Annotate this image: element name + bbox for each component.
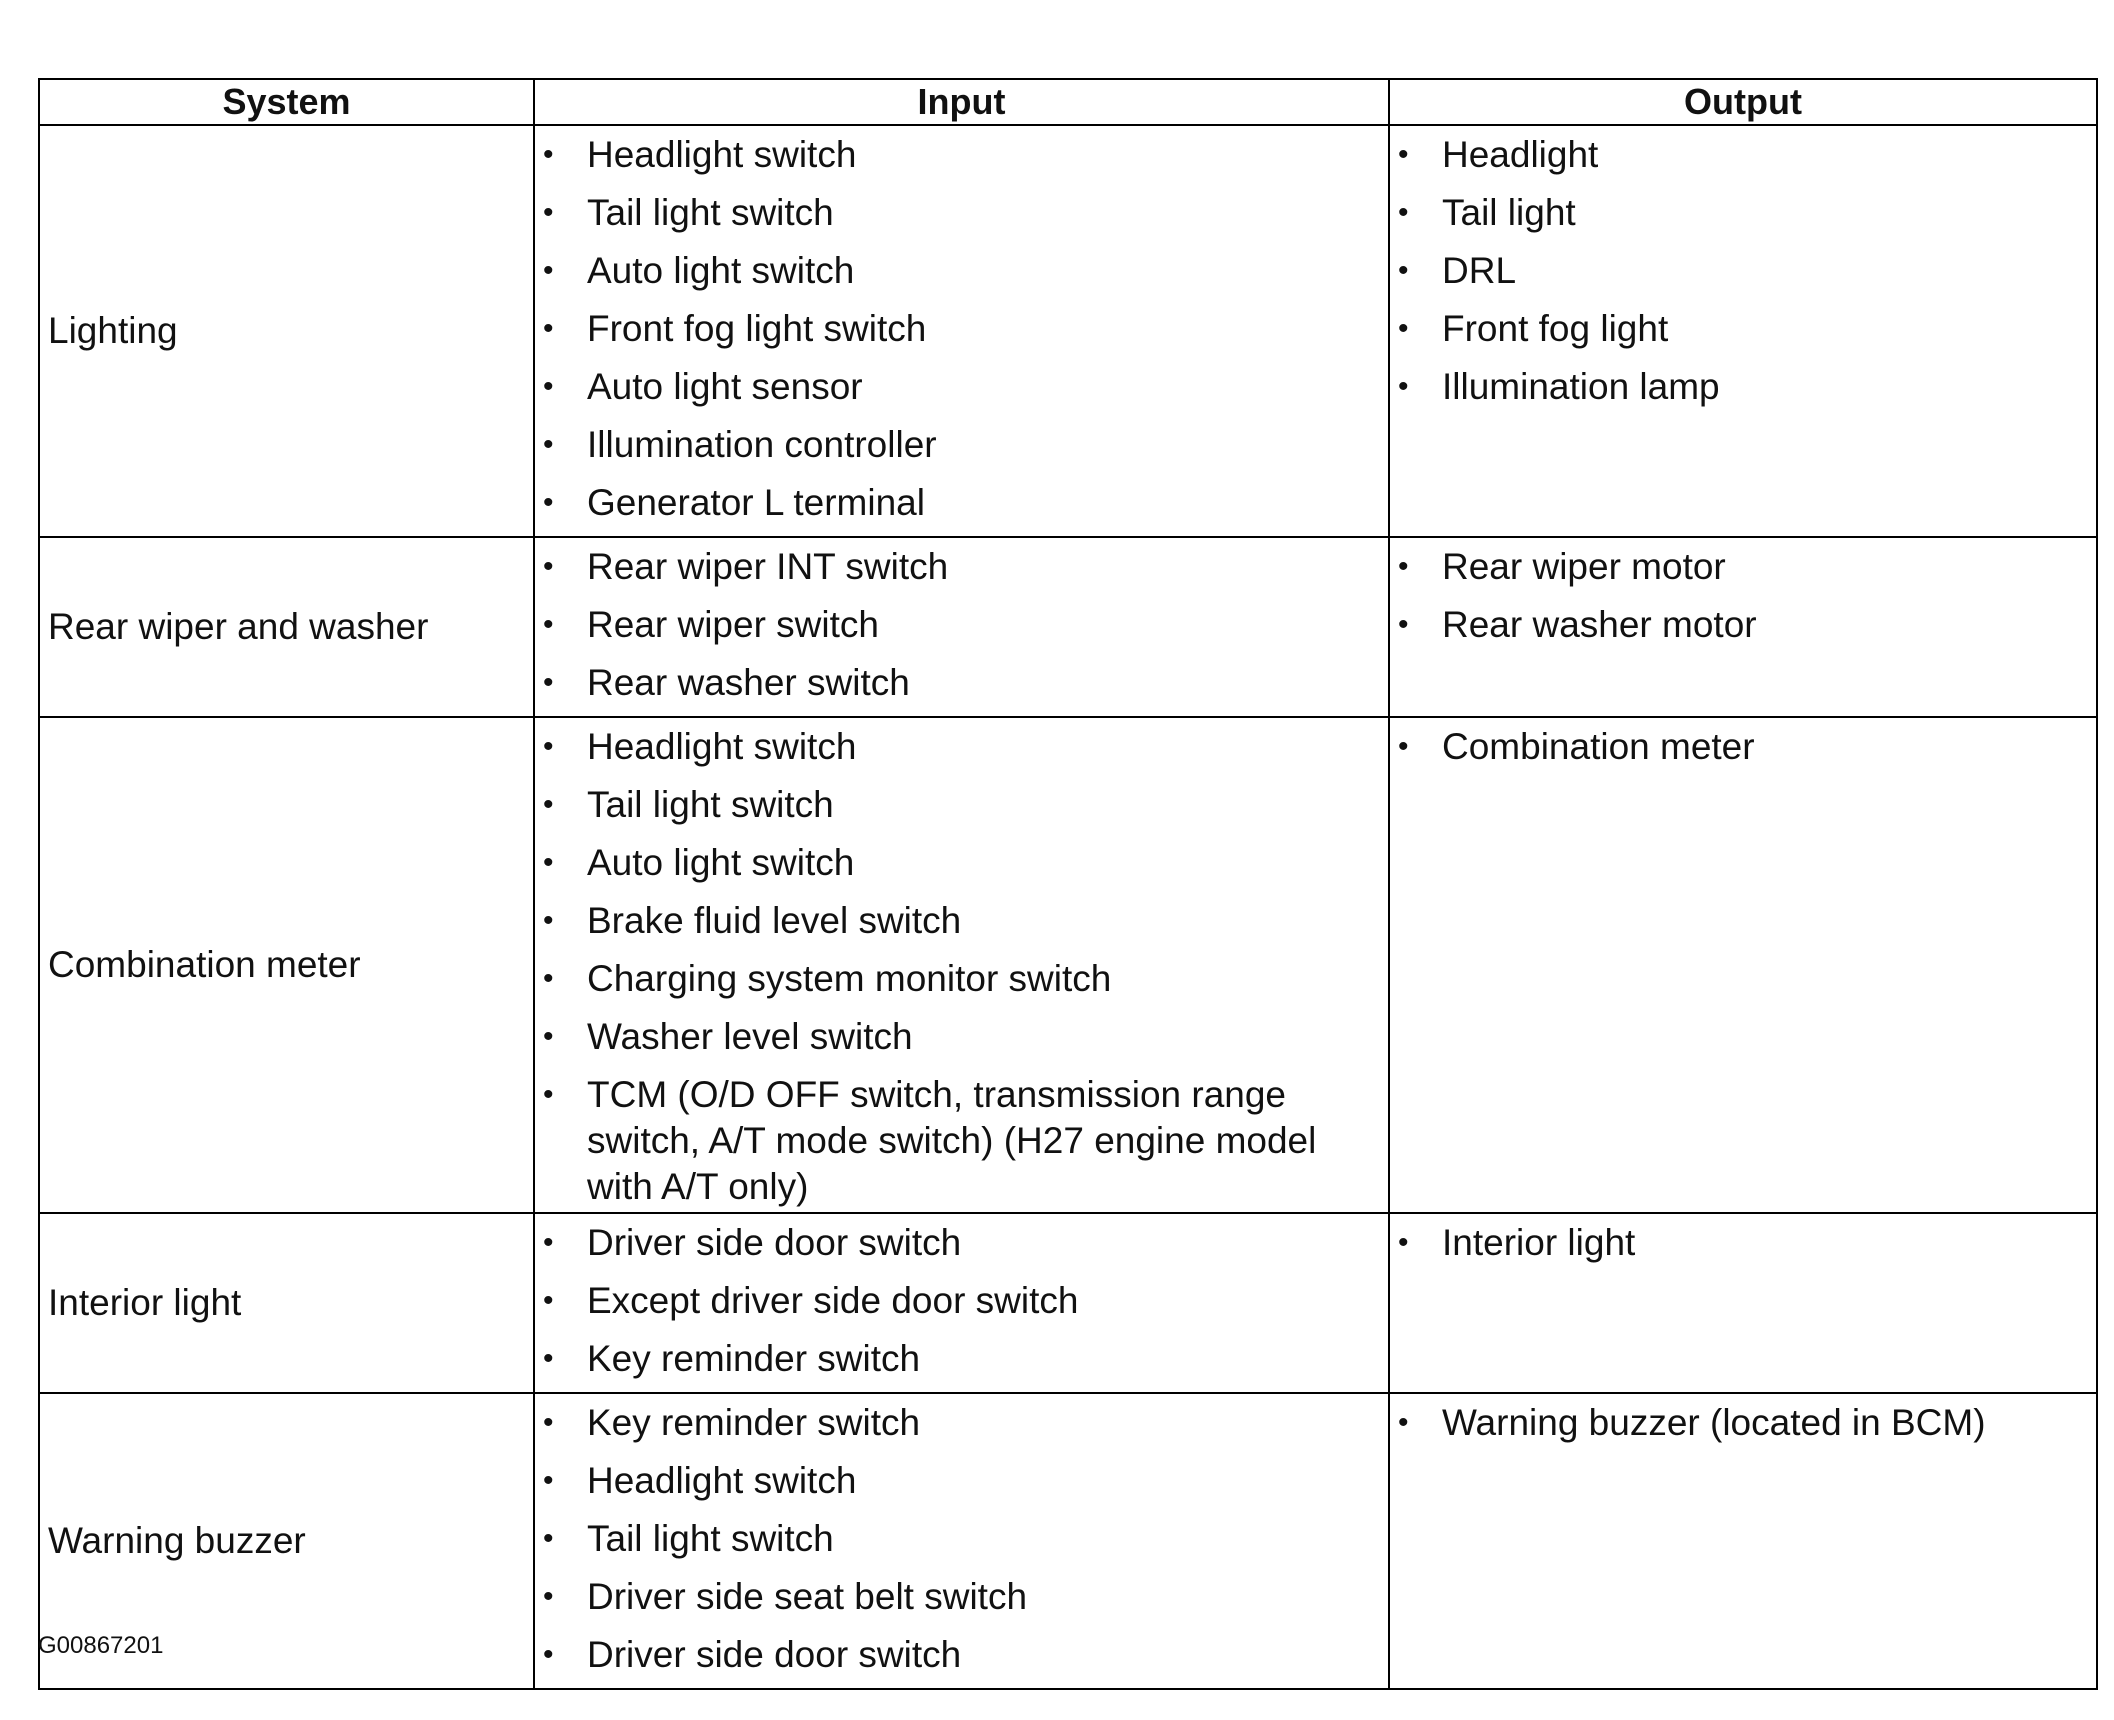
system-cell: Combination meter [39, 717, 534, 1213]
input-list-item [535, 1274, 1388, 1332]
input-item-text: • Auto light switch [587, 842, 855, 883]
input-item-text: • Auto light sensor [587, 366, 863, 407]
figure-id: G00867201 [38, 1632, 164, 1659]
output-list-item [1390, 598, 2096, 656]
input-item-text: • Key reminder switch [587, 1402, 921, 1443]
input-list [535, 1394, 1388, 1688]
output-item-text: • Headlight [1442, 134, 1599, 175]
input-list [535, 538, 1388, 716]
output-item-text: • DRL [1442, 250, 1517, 291]
input-list-item [535, 128, 1388, 186]
input-list-item [535, 1216, 1388, 1274]
output-item-text: • Combination meter [1442, 726, 1755, 767]
output-item-text: • Warning buzzer (located in BCM) [1442, 1402, 1986, 1443]
input-list [535, 718, 1388, 1212]
input-list-item [535, 598, 1388, 656]
table-row [39, 537, 2097, 717]
output-list-item [1390, 720, 2096, 778]
input-list-item [535, 778, 1388, 836]
input-item-text: • Brake fluid level switch [587, 900, 962, 941]
input-item-text: • Driver side door switch [587, 1222, 962, 1263]
input-list-item [535, 836, 1388, 894]
input-list-item [535, 1068, 1388, 1210]
output-list [1390, 126, 2096, 420]
output-item-text: • Rear wiper motor [1442, 546, 1726, 587]
table-row [39, 1213, 2097, 1393]
input-item-text: • Tail light switch [587, 784, 834, 825]
input-list-item [535, 476, 1388, 534]
input-list-item [535, 186, 1388, 244]
input-item-text: • Driver side door switch [587, 1634, 962, 1675]
output-list-item [1390, 1396, 2096, 1454]
input-item-text: • TCM (O/D OFF switch, transmission range switch, A/T mode switch) (H27 engine model with A/T only) [587, 1074, 1317, 1207]
header-row [39, 79, 2097, 125]
input-item-text: • Driver side seat belt switch [587, 1576, 1028, 1617]
output-item-text: • Tail light [1442, 192, 1576, 233]
input-list-item [535, 656, 1388, 714]
input-list-item [535, 244, 1388, 302]
input-list-item [535, 1010, 1388, 1068]
system-cell: Warning buzzer [39, 1393, 534, 1689]
output-list [1390, 1214, 2096, 1276]
output-cell [1389, 537, 2097, 717]
header-output: Output [1389, 79, 2097, 125]
input-item-text: • Front fog light switch [587, 308, 927, 349]
system-io-table [38, 78, 2098, 1690]
input-item-text: • Headlight switch [587, 134, 857, 175]
input-list-item [535, 360, 1388, 418]
input-item-text: • Key reminder switch [587, 1338, 921, 1379]
output-list-item [1390, 360, 2096, 418]
input-item-text: • Except driver side door switch [587, 1280, 1079, 1321]
output-list-item [1390, 540, 2096, 598]
header-input: Input [534, 79, 1389, 125]
output-cell [1389, 717, 2097, 1213]
input-list-item [535, 540, 1388, 598]
input-item-text: • Headlight switch [587, 1460, 857, 1501]
output-item-text: • Interior light [1442, 1222, 1636, 1263]
input-item-text: • Tail light switch [587, 1518, 834, 1559]
input-item-text: • Washer level switch [587, 1016, 913, 1057]
input-item-text: • Rear wiper switch [587, 604, 879, 645]
system-cell: Interior light [39, 1213, 534, 1393]
input-item-text: • Rear wiper INT switch [587, 546, 949, 587]
output-list-item [1390, 302, 2096, 360]
input-cell [534, 717, 1389, 1213]
input-item-text: • Generator L terminal [587, 482, 925, 523]
input-list-item [535, 720, 1388, 778]
input-cell [534, 1393, 1389, 1689]
table-body [39, 125, 2097, 1689]
output-list [1390, 1394, 2096, 1456]
output-cell [1389, 1393, 2097, 1689]
output-item-text: • Rear washer motor [1442, 604, 1757, 645]
input-list-item [535, 1332, 1388, 1390]
input-list-item [535, 418, 1388, 476]
output-list-item [1390, 1216, 2096, 1274]
input-list-item [535, 1570, 1388, 1628]
output-list-item [1390, 186, 2096, 244]
input-item-text: • Tail light switch [587, 192, 834, 233]
input-item-text: • Auto light switch [587, 250, 855, 291]
input-list-item [535, 302, 1388, 360]
output-item-text: • Front fog light [1442, 308, 1669, 349]
input-cell [534, 125, 1389, 537]
input-list-item [535, 1512, 1388, 1570]
input-cell [534, 537, 1389, 717]
input-item-text: • Charging system monitor switch [587, 958, 1112, 999]
output-cell [1389, 125, 2097, 537]
table-row [39, 125, 2097, 537]
input-list [535, 1214, 1388, 1392]
input-item-text: • Rear washer switch [587, 662, 910, 703]
output-list [1390, 718, 2096, 780]
table-row [39, 1393, 2097, 1689]
system-cell: Rear wiper and washer [39, 537, 534, 717]
input-list-item [535, 1628, 1388, 1686]
input-list-item [535, 894, 1388, 952]
input-list-item [535, 1396, 1388, 1454]
table-row [39, 717, 2097, 1213]
system-cell: Lighting [39, 125, 534, 537]
output-item-text: • Illumination lamp [1442, 366, 1720, 407]
input-cell [534, 1213, 1389, 1393]
input-list-item [535, 1454, 1388, 1512]
input-list-item [535, 952, 1388, 1010]
input-item-text: • Headlight switch [587, 726, 857, 767]
header-system: System [39, 79, 534, 125]
output-list-item [1390, 128, 2096, 186]
output-cell [1389, 1213, 2097, 1393]
input-item-text: • Illumination controller [587, 424, 937, 465]
output-list-item [1390, 244, 2096, 302]
input-list [535, 126, 1388, 536]
output-list [1390, 538, 2096, 658]
